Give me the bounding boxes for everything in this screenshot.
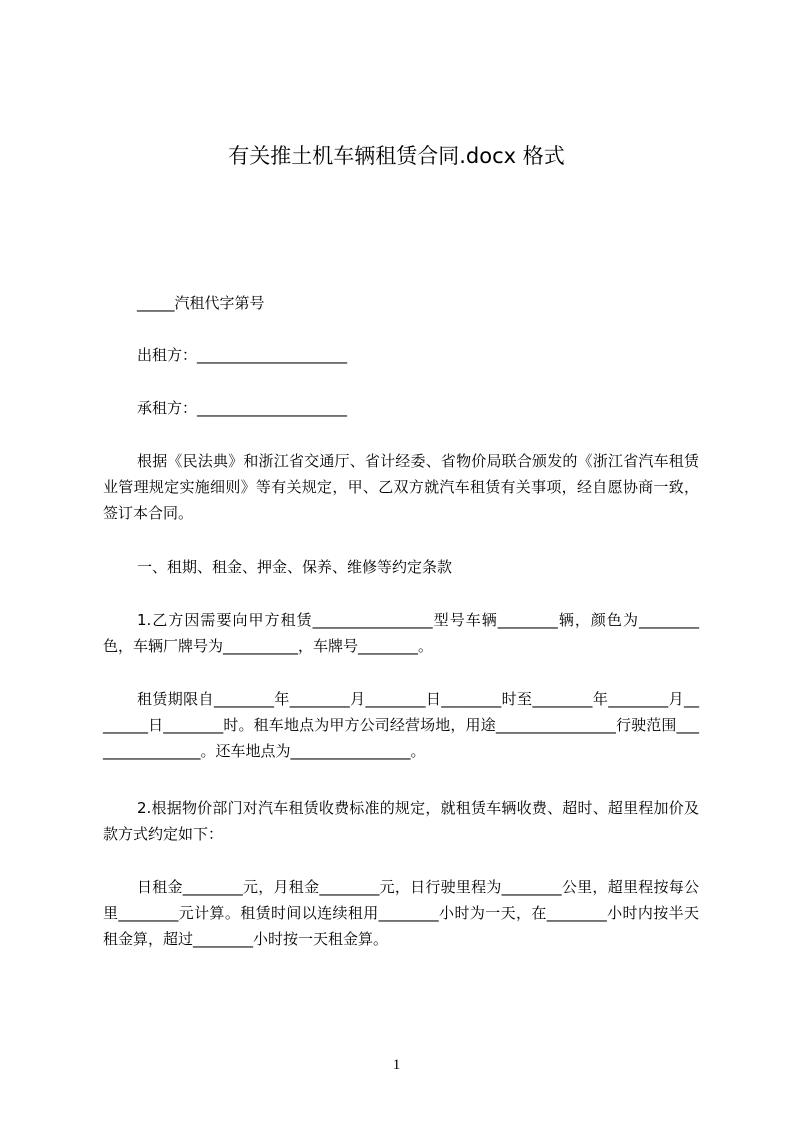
contract-code: _____汽租代字第号 [137, 294, 265, 312]
preamble-paragraph: 根据《民法典》和浙江省交通厅、省计经委、省物价局联合颁发的《浙江省汽车租赁业管理规定实施细则》等有关规定，甲、乙双方就汽车租赁有关事项，经自愿协商一致，签订本合同。 [103, 452, 699, 522]
clause-2-paragraph: 2.根据物价部门对汽车租赁收费标准的规定，就租赁车辆收费、超时、超里程加价及款方式约定如下： [103, 799, 699, 843]
clause-2-rates-paragraph: 日租金________元，月租金________元，日行驶里程为________公里，超里程按每公里________元计算。租赁时间以连续租用________小时为一天，在________小时内按半天租金算，超过________小时按一天租金算。 [103, 878, 699, 948]
document-title: 有关推土机车辆租赁合同.docx 格式 [228, 144, 565, 168]
section-1-heading: 一、租期、租金、押金、保养、维修等约定条款 [137, 558, 453, 576]
page-number: 1 [392, 1057, 401, 1073]
lessee-line: 承租方：____________________ [137, 399, 348, 417]
clause-1-paragraph: 1.乙方因需要向甲方租赁________________型号车辆________辆，颜色为________色，车辆厂牌号为__________，车牌号________。 [103, 611, 699, 655]
lessor-line: 出租方：____________________ [137, 346, 348, 364]
clause-1-period-paragraph: 租赁期限自________年________月________日________时至________年________月________日________时。租车地点为甲方公司经营场地，用途________________行驶范围________________。还车地点为________________。 [103, 690, 699, 760]
